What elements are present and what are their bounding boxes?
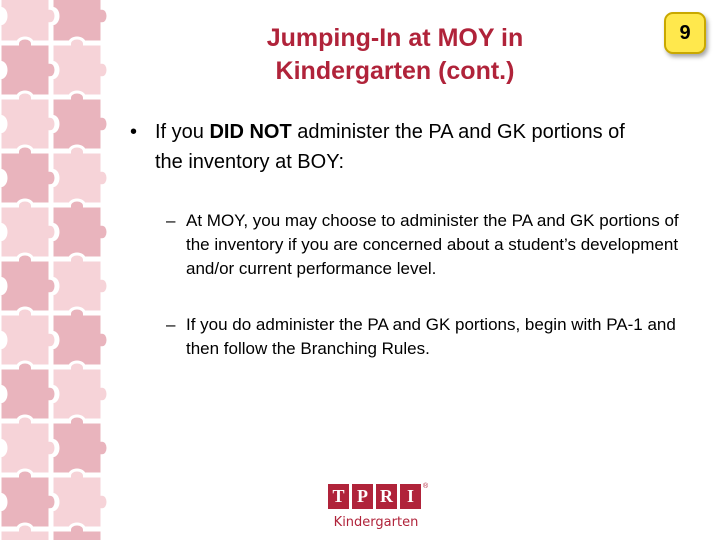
bullet-prefix: If you xyxy=(155,121,210,143)
sub-bullet-marker: – xyxy=(166,315,176,334)
title-line-2: Kindergarten (cont.) xyxy=(275,57,515,85)
sub-bullet-1 xyxy=(166,209,706,281)
puzzle-border xyxy=(0,0,110,540)
slide-title xyxy=(170,22,620,88)
page-number-badge: 9 xyxy=(664,12,706,54)
logo-letter: I xyxy=(400,484,421,509)
logo-letter: R xyxy=(376,484,397,509)
logo-letter: P xyxy=(352,484,373,509)
logo-letter: T xyxy=(328,484,349,509)
sub-bullet-marker: – xyxy=(166,211,176,230)
sub-bullet-text: At MOY, you may choose to administer the PA and GK portions of the inventory if you are concerned about a student’s development and/or current performance level. xyxy=(186,211,679,278)
bullet-suffix: administer the PA and GK portions of the inventory at BOY: xyxy=(155,121,625,173)
logo-subtitle: Kindergarten xyxy=(333,515,419,530)
bullet-emphasis: DID NOT xyxy=(209,121,292,143)
logo-letters xyxy=(328,484,428,509)
registered-mark: ® xyxy=(423,483,429,490)
main-bullet-text xyxy=(155,117,650,177)
sub-bullet-2 xyxy=(166,313,706,361)
title-line-1: Jumping-In at MOY in xyxy=(266,24,524,52)
sub-bullet-text: If you do administer the PA and GK portions, begin with PA-1 and then follow the Branching Rules. xyxy=(186,315,676,358)
tpri-logo xyxy=(328,484,428,536)
bullet-marker: • xyxy=(130,121,138,143)
main-bullet xyxy=(130,117,650,177)
